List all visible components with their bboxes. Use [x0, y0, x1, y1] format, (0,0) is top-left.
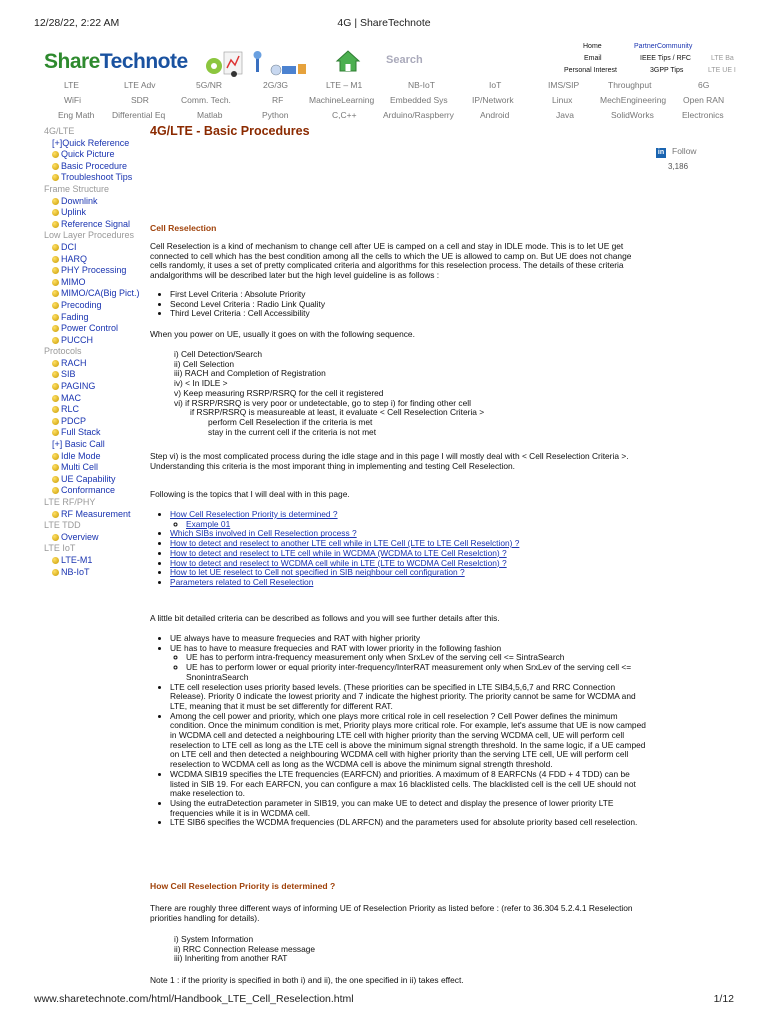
bullet-icon	[52, 302, 59, 309]
list-item: • UE always have to measure frequecies and RAT with higher priority	[170, 634, 650, 644]
nav-item[interactable]: WiFi	[64, 95, 81, 105]
link-home[interactable]: Home	[583, 43, 602, 50]
nav-item[interactable]: Android	[480, 110, 510, 120]
link-3gpp-tips[interactable]: 3GPP Tips	[650, 67, 684, 74]
bullet-icon	[52, 325, 59, 332]
bullet-icon	[52, 209, 59, 216]
priority-heading	[150, 882, 650, 892]
sidebar-item-label: MAC	[61, 392, 81, 403]
topic-link[interactable]: Parameters related to Cell Reselection	[170, 576, 314, 587]
print-url: www.sharetechnote.com/html/Handbook_LTE_Cell_Reselection.html	[34, 993, 354, 1005]
bullet-icon	[52, 383, 59, 390]
nav-item[interactable]: NB-IoT	[408, 80, 435, 90]
power-on-text: When you power on UE, usually it goes on with the following sequence.	[150, 329, 415, 339]
sidebar-item-label: Uplink	[61, 207, 87, 218]
sidebar-item-label: Downlink	[61, 195, 98, 206]
sidebar-section-heading: LTE TDD	[44, 520, 81, 531]
nav-item[interactable]: Python	[262, 110, 289, 120]
nav-item[interactable]: Arduino/Raspberry	[383, 110, 454, 120]
bullet-icon	[52, 557, 59, 564]
sidebar-section-heading: LTE RF/PHY	[44, 497, 96, 507]
nav-item[interactable]: Open RAN	[683, 95, 725, 105]
detail-intro-text: A little bit detailed criteria can be described as follows and you will see further details after this.	[150, 613, 500, 623]
sidebar-item[interactable]	[44, 207, 144, 219]
logo-illustration-icon	[204, 48, 316, 80]
print-datetime: 12/28/22, 2:22 AM	[34, 17, 120, 29]
nav-item[interactable]: Embedded Sys	[390, 95, 448, 105]
sidebar-item-label: UE Capability	[61, 473, 116, 484]
nav-item[interactable]: Linux	[552, 95, 573, 105]
list-item: ◦ UE has to perform intra-frequency measurement only when SrxLev of the serving cell <= SintraSearch	[186, 653, 650, 663]
sequence-item: ii) Cell Selection	[174, 358, 235, 369]
list-item: • Among the cell power and priority, which one plays more critical role in cell reselection ? Cell Power defines the minimum condition. Once the minimum condition is met, Priority plays more critical role. For example, let's assume that UE is now camped in WCDMA cell and detected a neighbouring LTE cell with higher priority than the serving WCDMA cell, UE will perform cell reselection to LTE cell as long as the LTE cell is above the minimum signal strength threshold. In the same logic, if a UE camped on LTE cell and then detected a neighbouring WCDMA cell with higher priority than the serving LTE cell, UE will perform cell reselection to WCDMA cell as long as the WCDMA cell is above the minimum signal strength threshold.	[170, 712, 650, 770]
priority-intro-text: There are roughly three different ways of informing UE of Reselection Priority as listed before : (refer to 36.304 5.2.4.1 Reselection priorities handling for details).	[150, 903, 633, 923]
sidebar-section-heading: Protocols	[44, 346, 82, 357]
sidebar-item-label: Basic Procedure	[61, 160, 128, 171]
sidebar-item[interactable]	[44, 265, 144, 277]
priority-way: ii) RRC Connection Release message	[174, 943, 316, 954]
note-1	[150, 976, 650, 986]
list-item: • First Level Criteria : Absolute Priority	[170, 290, 650, 300]
sidebar-item[interactable]	[44, 323, 144, 335]
list-item: • LTE cell reselection uses priority based levels. (These priorities can be specified in LTE SIB4,5,6,7 and RRC Connection Release). Priority 0 indicate the lowest priority and 7 indicate the highest priority. The priority cannot be same for WCDMA and LTE, meaning that it must be set differently for different RAT.	[170, 683, 650, 712]
sidebar-item[interactable]	[44, 277, 144, 289]
priority-ways	[174, 935, 644, 964]
topic-link[interactable]: How to let UE reselect to Cell not specified in SIB neighbour cell configuration ?	[170, 567, 465, 578]
sidebar-item[interactable]	[44, 439, 144, 451]
list-item: • Using the eutraDetection parameter in SIB19, you can make UE to detect and display the presence of lower priority LTE frequencies while it is in WCDMA cell.	[170, 799, 650, 818]
sidebar-item-label: PDCP	[61, 415, 87, 426]
topic-link[interactable]: How to detect and reselect to WCDMA cell while in LTE (LTE to WCDMA Cell Reselction) ?	[170, 557, 507, 568]
sidebar-item-label: Idle Mode	[61, 450, 101, 461]
link-lte-basic[interactable]: LTE Ba	[711, 55, 734, 62]
list-item: • LTE SIB6 specifies the WCDMA frequencies (DL ARFCN) and the parameters used for absolute priority based cell reselection.	[170, 818, 650, 828]
sidebar-section-heading: 4G/LTE	[44, 126, 75, 136]
sidebar-item-label: [+]Quick Reference	[52, 137, 130, 148]
bullet-icon	[52, 198, 59, 205]
list-item: • Third Level Criteria : Cell Accessibility	[170, 309, 650, 319]
topic-link[interactable]: Example 01	[186, 518, 231, 529]
sidebar-item[interactable]	[44, 161, 144, 173]
sequence-item: iv) < In IDLE >	[174, 378, 228, 389]
follower-count: 3,186	[668, 162, 689, 171]
list-item: ◦ UE has to perform lower or equal priority inter-frequency/InterRAT measurement only when SrxLev of the serving cell <= SnonintraSearch	[186, 663, 650, 682]
sidebar-item[interactable]	[44, 172, 144, 184]
bullet-icon	[52, 267, 59, 274]
bullet-icon	[52, 256, 59, 263]
sidebar-item[interactable]	[44, 196, 144, 208]
priority-intro	[150, 904, 650, 923]
sidebar-item[interactable]	[44, 555, 144, 567]
sidebar-item-label: RACH	[61, 357, 87, 368]
bullet-icon	[52, 453, 59, 460]
bullet-icon	[52, 174, 59, 181]
sidebar-section-heading: Low Layer Procedures	[44, 230, 135, 241]
sidebar-item-label: Overview	[61, 531, 99, 542]
nav-item[interactable]: MachineLearning	[309, 95, 375, 105]
criteria-list	[150, 290, 650, 319]
priority-way: iii) Inheriting from another RAT	[174, 953, 288, 964]
sidebar-item[interactable]	[44, 358, 144, 370]
sidebar-item-label: Fading	[61, 311, 89, 322]
bullet-icon	[52, 406, 59, 413]
nav-item[interactable]: 5G/NR	[196, 80, 222, 90]
nav-item[interactable]: Matlab	[197, 110, 223, 120]
sidebar-section-heading: LTE IoT	[44, 543, 76, 554]
topic-link[interactable]: How Cell Reselection Priority is determined ?	[170, 509, 338, 519]
link-email[interactable]: Email	[584, 55, 602, 62]
print-page-number: 1/12	[713, 993, 734, 1005]
nav-item[interactable]: Electronics	[682, 110, 724, 120]
sequence-list	[174, 350, 644, 437]
section-title: Cell Reselection	[150, 223, 217, 233]
sequence-item: i) Cell Detection/Search	[174, 349, 262, 359]
nav-item[interactable]: IP/Network	[472, 95, 514, 105]
sidebar-item[interactable]	[44, 381, 144, 393]
sidebar-item[interactable]	[44, 427, 144, 439]
sidebar-item[interactable]	[44, 219, 144, 231]
logo-text: ShareTechnote	[44, 50, 188, 73]
sidebar-item-label: NB-IoT	[61, 566, 90, 577]
sidebar-item[interactable]	[44, 312, 144, 324]
power-on-paragraph	[150, 330, 650, 340]
bullet-icon	[52, 569, 59, 576]
topic-link[interactable]: How to detect and reselect to LTE cell while in WCDMA (WCDMA to LTE Cell Reselction) ?	[170, 547, 507, 558]
follow-label: Follow	[672, 146, 697, 156]
bullet-icon	[52, 476, 59, 483]
link-partner-community[interactable]: PartnerCommunity	[634, 43, 693, 50]
nav-item[interactable]: RF	[272, 95, 284, 105]
list-item: • Second Level Criteria : Radio Link Quality	[170, 300, 650, 310]
topics-intro-text: Following is the topics that I will deal with in this page.	[150, 489, 350, 499]
sidebar-item[interactable]	[44, 404, 144, 416]
page-title: 4G/LTE - Basic Procedures	[150, 124, 310, 138]
bullet-icon	[52, 429, 59, 436]
sidebar-item[interactable]	[44, 369, 144, 381]
sidebar-item-label: PHY Processing	[61, 265, 127, 276]
sequence-item: v) Keep measuring RSRP/RSRQ for the cell it registered	[174, 387, 384, 398]
sidebar-item[interactable]	[44, 485, 144, 497]
nav-item[interactable]: IMS/SIP	[548, 80, 580, 90]
sequence-item: perform Cell Reselection if the criteria is met	[208, 416, 373, 427]
sidebar-item[interactable]	[44, 335, 144, 347]
detail-intro	[150, 614, 650, 624]
nav-item[interactable]: MechEngineering	[600, 95, 667, 105]
nav-item[interactable]: LTE	[64, 80, 79, 90]
sidebar-item[interactable]	[44, 567, 144, 579]
sidebar-item-label: MIMO/CA(Big Pict.)	[61, 288, 140, 299]
sidebar-item-label: Conformance	[61, 485, 116, 496]
bullet-icon	[52, 371, 59, 378]
search-input[interactable]	[378, 49, 546, 71]
sidebar-item-label: HARQ	[61, 253, 88, 264]
nav-item[interactable]: SDR	[131, 95, 149, 105]
print-title: 4G | ShareTechnote	[337, 17, 431, 29]
intro-text: Cell Reselection is a kind of mechanism to change cell after UE is camped on a cell and stay in IDLE mode. This is to let UE get connected to cell which has the best condition among all the cells to which the UE is allowed to camp on. But UE does not change cells randomly, it uses a set of pretty complicated criteria and algorithms for this reselection process. The details of these criteria andalgorithms will be described later but the high level guideline is as follows :	[150, 241, 632, 281]
topics-list	[150, 510, 650, 588]
topic-link[interactable]: How to detect and reselect to another LTE cell while in LTE Cell (LTE to LTE Cell Reselction) ?	[170, 538, 520, 549]
bullet-icon	[52, 418, 59, 425]
sidebar-item-label: Quick Picture	[61, 149, 115, 160]
sidebar-section-heading: Frame Structure	[44, 183, 110, 194]
nav-item[interactable]: LTE Adv	[124, 80, 156, 90]
nav-item[interactable]: Comm. Tech.	[181, 95, 231, 105]
bullet-icon	[52, 221, 59, 228]
nav-item[interactable]: SolidWorks	[611, 110, 654, 120]
topic-link[interactable]: Which SIBs involved in Cell Reselection process ?	[170, 528, 357, 539]
intro-paragraph	[150, 242, 650, 281]
sequence-item: if RSRP/RSRQ is measureable at least, it evaluate < Cell Reselection Criteria >	[190, 407, 485, 418]
step6-text: Step vi) is the most complicated process during the idle stage and in this page I will mostly deal with < Cell Reselection Criteria >. Understanding this criteria is the most imporant thing in implementing and testing Cell Reselection.	[150, 451, 629, 471]
bullet-icon	[52, 464, 59, 471]
sidebar-item[interactable]	[44, 462, 144, 474]
sidebar-item-label: MIMO	[61, 276, 86, 287]
nav-item[interactable]: IoT	[489, 80, 502, 90]
nav-item[interactable]: Eng Math	[58, 110, 95, 120]
sidebar-item-label: Precoding	[61, 299, 102, 310]
search-label: Search	[386, 54, 423, 66]
note-1-text: Note 1 : if the priority is specified in both i) and ii), the one specified in ii) takes effect.	[150, 975, 464, 985]
sidebar-item-label: RF Measurement	[61, 508, 131, 519]
sequence-item: iii) RACH and Completion of Registration	[174, 368, 326, 379]
sidebar-item-label: PUCCH	[61, 334, 94, 345]
sidebar-item-label: RLC	[61, 404, 80, 415]
sidebar-item[interactable]	[44, 138, 144, 150]
sidebar-item[interactable]	[44, 451, 144, 463]
link-personal-interest[interactable]: Personal Interest	[564, 67, 617, 74]
top-links	[540, 43, 736, 79]
topic-nav	[40, 80, 740, 125]
details-list	[150, 634, 650, 828]
site-logo[interactable]	[44, 46, 318, 82]
sidebar-item-label: Reference Signal	[61, 218, 131, 229]
sidebar-item[interactable]	[44, 300, 144, 312]
sidebar-item-label: Power Control	[61, 323, 119, 334]
home-icon[interactable]	[334, 47, 362, 75]
nav-item[interactable]: C,C++	[332, 110, 357, 120]
bullet-icon	[52, 244, 59, 251]
topics-intro	[150, 490, 650, 500]
list-item: • WCDMA SIB19 specifies the LTE frequencies (EARFCN) and priorities. A maximum of 8 EARFCNs (4 FDD + 4 TDD) can be listed in SIB 19. For each EARFCN, you can configure a max 16 blacklisted cells. The blacklisted cell is the cell UE should not make reselection to.	[170, 770, 650, 799]
bullet-icon	[52, 279, 59, 286]
sidebar-item[interactable]	[44, 288, 144, 300]
bullet-icon	[52, 395, 59, 402]
bullet-icon	[52, 487, 59, 494]
sidebar-item[interactable]	[44, 474, 144, 486]
bullet-icon	[52, 163, 59, 170]
sidebar-nav	[44, 126, 144, 578]
sidebar-item[interactable]	[44, 532, 144, 544]
bullet-icon	[52, 290, 59, 297]
sidebar-item[interactable]	[44, 393, 144, 405]
sidebar-item-label: PAGING	[61, 381, 96, 392]
sequence-item: vi) if RSRP/RSRQ is very poor or undetectable, go to step i) for finding other cell	[174, 397, 471, 408]
bullet-icon	[52, 511, 59, 518]
bullet-icon	[52, 151, 59, 158]
nav-item[interactable]: Throughput	[608, 80, 652, 90]
sidebar-item-label: Troubleshoot Tips	[61, 172, 133, 183]
sidebar-item[interactable]	[44, 254, 144, 266]
linkedin-follow-button[interactable]	[656, 146, 697, 171]
sequence-item: stay in the current cell if the criteria is not met	[208, 426, 377, 437]
link-ieee-tips[interactable]: IEEE Tips / RFC	[640, 55, 691, 62]
bullet-icon	[52, 314, 59, 321]
nav-item[interactable]: LTE – M1	[326, 80, 363, 90]
bullet-icon	[52, 534, 59, 541]
sidebar-item[interactable]	[44, 149, 144, 161]
bullet-icon	[52, 337, 59, 344]
section-heading	[150, 224, 650, 234]
link-lte-ue[interactable]: LTE UE I	[708, 67, 736, 74]
sidebar-item[interactable]	[44, 416, 144, 428]
sidebar-item-label: Full Stack	[61, 427, 101, 438]
priority-way: i) System Information	[174, 934, 254, 944]
priority-title: How Cell Reselection Priority is determined ?	[150, 881, 336, 891]
linkedin-icon: in	[657, 149, 665, 156]
nav-item[interactable]: Differential Eq	[112, 110, 166, 120]
step6-paragraph	[150, 452, 650, 471]
nav-item[interactable]: 6G	[698, 80, 710, 90]
sidebar-item-label: SIB	[61, 369, 76, 380]
sidebar-item-label: Multi Cell	[61, 462, 99, 473]
print-footer	[34, 993, 734, 1005]
sidebar-item[interactable]	[44, 509, 144, 521]
bullet-icon	[52, 360, 59, 367]
sidebar-item[interactable]	[44, 242, 144, 254]
list-item: UE has to have to measure frequecies and RAT with lower priority in the following fashion	[170, 642, 502, 653]
sidebar-item-label: DCI	[61, 241, 77, 252]
sidebar-item-label: LTE-M1	[61, 554, 93, 565]
sidebar-item-label: [+] Basic Call	[52, 439, 105, 450]
nav-item[interactable]: 2G/3G	[263, 80, 289, 90]
nav-item[interactable]: Java	[556, 110, 574, 120]
